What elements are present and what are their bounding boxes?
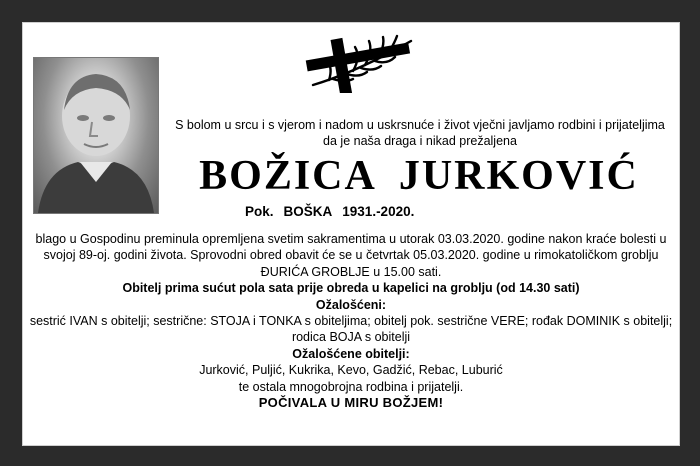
condolence-text: Obitelj prima sućut pola sata prije obreda u kapelici na groblju (od 14.30 sati) [122,281,580,296]
cross-palm-icon [299,33,423,93]
farewell-text: POČIVALA U MIRU BOŽJEM! [258,395,444,411]
families-heading: Ožalošćene obitelji: [292,346,410,361]
nickname-years-line [245,204,414,219]
announcement-text: blago u Gospodinu preminula opremljena svetim sakramentima u utorak 03.03.2020. godine nakon kraće bolesti u svojoj 89-oj. godini života. Sprovodni obred obavit će se u četvrtak 05.03.2020. godine u rimokatoličkom groblju ĐURIĆA GROBLJE u 15.00 sati. [35,232,667,279]
portrait-photo [33,57,159,214]
mourners-text: sestrić IVAN s obitelji; sestrične: STOJA i TONKA s obiteljima; obitelj pok. sestrične VERE; rođak DOMINIK s obitelji; rodica BOJA s obitelji [29,314,673,345]
intro-text: S bolom u srcu i s vjerom i nadom u uskrsnuće i život vječni javljamo rodbini i prijateljima da je naša draga i nikad prežaljena [175,118,665,148]
pok-prefix: Pok. [245,204,274,219]
obituary-body [27,231,675,411]
families-text: Jurković, Puljić, Kukrika, Kevo, Gadžić, Rebac, Luburić [199,363,503,378]
deceased-name [159,151,679,201]
relatives-text: te ostala mnogobrojna rodbina i prijatelji. [238,379,464,394]
nickname: BOŠKA [283,204,333,219]
life-years: 1931.-2020. [342,204,415,219]
first-name: BOŽICA [199,153,377,199]
obituary-card [22,22,680,446]
last-name: JURKOVIĆ [398,153,639,199]
mourners-heading: Ožalošćeni: [315,297,387,312]
